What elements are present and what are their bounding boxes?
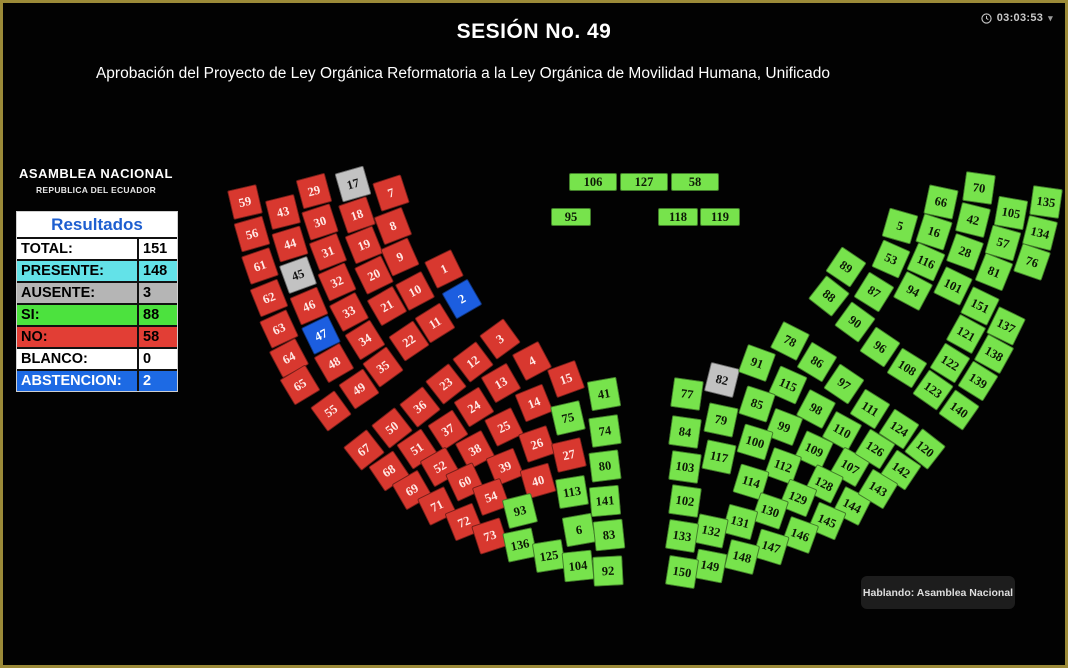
seat-90: 90 [834, 301, 876, 343]
seat-34: 34 [344, 319, 385, 360]
results-title: Resultados [51, 215, 143, 234]
seat-23: 23 [425, 363, 467, 405]
seat-151: 151 [960, 286, 1000, 326]
seat-127: 127 [620, 173, 668, 191]
seat-47: 47 [301, 315, 341, 355]
seat-39: 39 [485, 447, 524, 486]
seat-138: 138 [974, 334, 1015, 375]
seat-111: 111 [849, 388, 890, 429]
seat-12: 12 [452, 341, 494, 383]
seat-112: 112 [764, 447, 802, 485]
seat-136: 136 [502, 527, 538, 563]
results-label: SI: [21, 307, 40, 323]
seat-145: 145 [807, 501, 846, 540]
seat-25: 25 [484, 407, 524, 447]
seat-115: 115 [768, 365, 808, 405]
seat-139: 139 [957, 360, 998, 401]
seat-116: 116 [906, 242, 946, 282]
seat-83: 83 [593, 519, 626, 552]
seat-44: 44 [271, 225, 308, 262]
results-value: 151 [137, 239, 177, 259]
results-label: TOTAL: [21, 241, 73, 257]
assembly-subname: REPUBLICA DEL ECUADOR [35, 185, 157, 195]
seat-103: 103 [668, 450, 702, 484]
seat-20: 20 [354, 255, 394, 295]
seat-50: 50 [371, 407, 413, 449]
seat-109: 109 [794, 430, 834, 470]
seat-7: 7 [372, 174, 410, 212]
seat-58: 58 [671, 173, 719, 191]
seat-9: 9 [380, 237, 420, 277]
seat-131: 131 [722, 504, 759, 541]
seat-126: 126 [854, 428, 895, 469]
seat-99: 99 [765, 408, 804, 447]
seat-73: 73 [471, 517, 509, 555]
seat-80: 80 [588, 449, 621, 482]
results-value: 88 [137, 305, 177, 325]
seat-27: 27 [551, 437, 587, 473]
seat-32: 32 [317, 262, 357, 302]
seat-65: 65 [279, 364, 320, 405]
seat-118: 118 [658, 208, 698, 226]
seat-88: 88 [808, 275, 850, 317]
seat-134: 134 [1022, 215, 1058, 251]
seat-15: 15 [547, 360, 585, 398]
seat-82: 82 [704, 362, 740, 398]
seat-130: 130 [751, 492, 789, 530]
seat-16: 16 [915, 213, 953, 251]
seat-106: 106 [569, 173, 617, 191]
seat-18: 18 [338, 196, 376, 234]
results-value: 148 [137, 261, 177, 281]
seat-148: 148 [724, 539, 760, 575]
seat-56: 56 [233, 215, 270, 252]
seat-150: 150 [665, 555, 699, 589]
seat-102: 102 [668, 484, 702, 518]
seat-1: 1 [424, 249, 464, 289]
seat-94: 94 [893, 271, 934, 312]
results-value: 2 [137, 371, 177, 391]
seat-22: 22 [388, 320, 430, 362]
seat-89: 89 [825, 246, 867, 288]
seat-67: 67 [343, 429, 385, 471]
seat-2: 2 [442, 279, 483, 320]
seat-70: 70 [962, 171, 996, 205]
results-label: AUSENTE: [21, 285, 96, 301]
seat-140: 140 [938, 389, 980, 431]
seat-107: 107 [830, 447, 871, 488]
seat-17: 17 [334, 165, 371, 202]
seat-66: 66 [923, 184, 959, 220]
seat-48: 48 [314, 343, 355, 384]
seat-46: 46 [289, 286, 328, 325]
seat-57: 57 [984, 224, 1021, 261]
seat-122: 122 [929, 342, 970, 383]
seat-144: 144 [832, 486, 872, 526]
seat-59: 59 [227, 184, 263, 220]
seat-69: 69 [392, 470, 433, 511]
seat-52: 52 [420, 447, 461, 488]
seat-129: 129 [778, 478, 817, 517]
seat-141: 141 [589, 485, 622, 518]
seat-100: 100 [736, 423, 773, 460]
seat-121: 121 [946, 314, 987, 355]
seat-133: 133 [665, 519, 699, 553]
seat-10: 10 [395, 271, 436, 312]
seat-98: 98 [796, 389, 837, 430]
seat-75: 75 [550, 400, 586, 436]
seat-101: 101 [933, 266, 973, 306]
seat-3: 3 [479, 318, 521, 360]
results-value: 58 [137, 327, 177, 347]
chevron-down-icon[interactable]: ▾ [1048, 12, 1053, 23]
seat-51: 51 [396, 428, 438, 470]
seat-33: 33 [329, 292, 370, 333]
seat-123: 123 [912, 369, 954, 411]
seat-26: 26 [518, 425, 556, 463]
seat-36: 36 [399, 386, 441, 428]
seat-60: 60 [445, 462, 485, 502]
seat-146: 146 [781, 516, 819, 554]
seat-135: 135 [1029, 185, 1063, 219]
seat-72: 72 [444, 502, 483, 541]
seat-11: 11 [414, 302, 455, 343]
seat-38: 38 [455, 430, 496, 471]
assembly-name: ASAMBLEA NACIONAL [19, 166, 173, 181]
seat-42: 42 [955, 202, 991, 238]
seat-71: 71 [417, 486, 457, 526]
clock-time: 03:03:53 [996, 12, 1044, 24]
seat-5: 5 [881, 207, 918, 244]
seat-86: 86 [796, 341, 837, 382]
seat-97: 97 [823, 363, 865, 405]
speaking-banner: Hablando: Asamblea Nacional [861, 576, 1015, 609]
seat-96: 96 [859, 326, 901, 368]
seat-149: 149 [692, 548, 727, 583]
seat-119: 119 [700, 208, 740, 226]
seat-4: 4 [512, 341, 553, 382]
seat-37: 37 [427, 409, 468, 450]
seat-104: 104 [562, 550, 595, 583]
seat-142: 142 [880, 449, 922, 491]
seat-85: 85 [738, 385, 776, 423]
seat-125: 125 [532, 539, 566, 573]
seat-54: 54 [472, 478, 510, 516]
seat-41: 41 [587, 377, 622, 412]
seat-21: 21 [367, 286, 408, 327]
seat-55: 55 [310, 390, 352, 432]
seat-45: 45 [279, 256, 317, 294]
seat-68: 68 [368, 450, 410, 492]
results-label: BLANCO: [21, 351, 88, 367]
seat-53: 53 [871, 239, 911, 279]
seat-84: 84 [668, 415, 702, 449]
seat-110: 110 [822, 411, 863, 452]
seating-chart [3, 3, 1065, 665]
seat-93: 93 [502, 493, 538, 529]
seat-63: 63 [259, 309, 299, 349]
seat-87: 87 [853, 271, 894, 312]
seat-137: 137 [986, 306, 1026, 346]
seat-19: 19 [344, 225, 383, 264]
seat-35: 35 [362, 346, 404, 388]
seat-120: 120 [904, 428, 946, 470]
seat-147: 147 [752, 528, 789, 565]
seat-24: 24 [453, 386, 494, 427]
results-label: PRESENTE: [21, 263, 104, 279]
seat-30: 30 [301, 203, 339, 241]
seat-79: 79 [703, 402, 739, 438]
motion-subtitle: Aprobación del Proyecto de Ley Orgánica Reformatoria a la Ley Orgánica de Movilidad Humana, Unificado [95, 65, 831, 82]
seat-74: 74 [588, 414, 622, 448]
seat-77: 77 [670, 377, 704, 411]
seat-31: 31 [309, 233, 348, 272]
seat-28: 28 [946, 233, 984, 271]
seat-8: 8 [374, 207, 413, 246]
seat-61: 61 [241, 247, 279, 285]
seat-117: 117 [701, 439, 737, 475]
seat-114: 114 [732, 463, 769, 500]
results-label: ABSTENCION: [21, 373, 122, 389]
seat-143: 143 [857, 468, 898, 509]
results-value: 3 [137, 283, 177, 303]
seat-64: 64 [269, 338, 310, 379]
seat-95: 95 [551, 208, 591, 226]
seat-13: 13 [481, 363, 522, 404]
seat-14: 14 [514, 383, 553, 422]
seat-91: 91 [738, 344, 776, 382]
seat-128: 128 [804, 464, 844, 504]
seat-113: 113 [555, 475, 589, 509]
seat-132: 132 [693, 513, 729, 549]
seat-92: 92 [592, 555, 624, 587]
seat-49: 49 [338, 368, 380, 410]
seat-40: 40 [519, 462, 556, 499]
seat-124: 124 [878, 408, 919, 449]
seat-6: 6 [562, 513, 597, 548]
session-title: SESIÓN No. 49 [456, 20, 612, 43]
seat-81: 81 [974, 252, 1013, 291]
seat-29: 29 [296, 173, 333, 210]
results-value: 0 [137, 349, 177, 369]
seat-105: 105 [994, 196, 1029, 231]
seat-62: 62 [249, 278, 288, 317]
seat-78: 78 [770, 321, 810, 361]
seat-108: 108 [886, 347, 927, 388]
results-label: NO: [21, 329, 48, 345]
seat-76: 76 [1013, 243, 1051, 281]
seat-43: 43 [265, 194, 301, 230]
